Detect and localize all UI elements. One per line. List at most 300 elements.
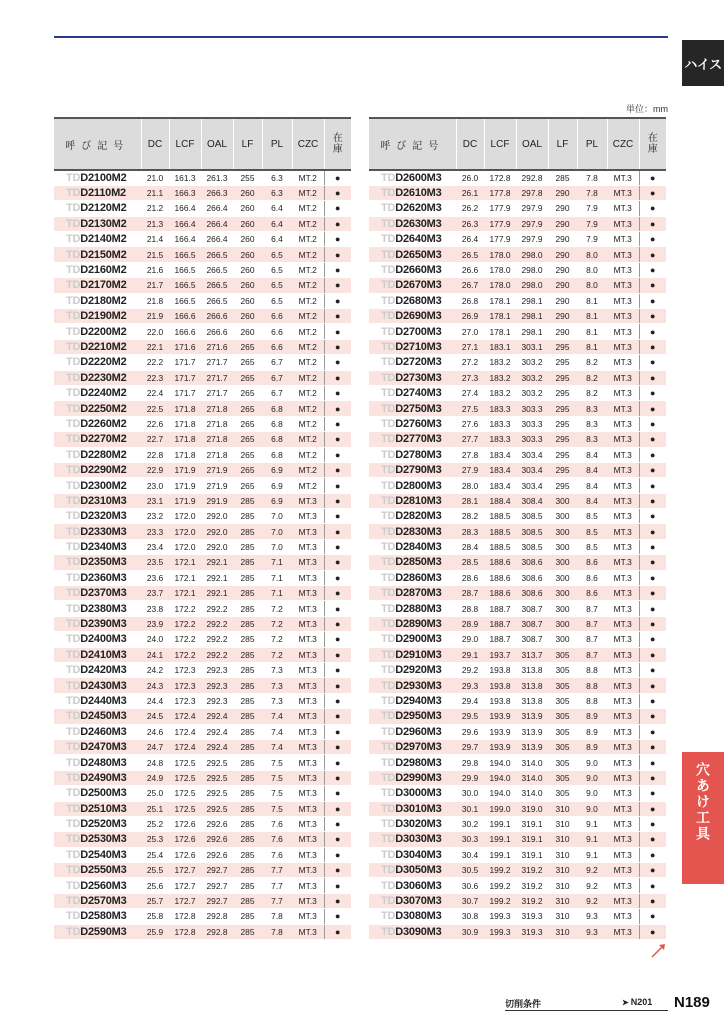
code-suffix: D3010M3	[395, 802, 442, 815]
cell-lcf: 183.1	[484, 339, 516, 354]
cell-lf: 265	[233, 355, 262, 370]
code-suffix: D2480M3	[80, 756, 127, 769]
table-row	[54, 801, 351, 816]
table-row	[369, 555, 666, 570]
cell-dc: 22.7	[141, 432, 169, 447]
cell-lf: 265	[233, 370, 262, 385]
stock-dot-icon: ●	[324, 678, 351, 693]
cell-code	[369, 416, 456, 431]
cell-oal: 313.9	[516, 709, 548, 724]
cell-oal: 292.6	[201, 832, 233, 847]
stock-dot-icon: ●	[639, 247, 666, 262]
cell-dc: 25.5	[141, 863, 169, 878]
cell-czc: MT.3	[607, 555, 639, 570]
code-prefix: TD	[66, 294, 81, 307]
cell-czc: MT.3	[292, 555, 324, 570]
stock-dot-icon: ●	[639, 416, 666, 431]
cell-pl: 8.7	[577, 647, 607, 662]
cell-czc: MT.3	[607, 893, 639, 908]
cell-lf: 300	[548, 524, 577, 539]
code-prefix: TD	[381, 340, 396, 353]
cell-code	[369, 724, 456, 739]
cell-pl: 8.7	[577, 632, 607, 647]
cell-pl: 6.7	[262, 385, 292, 400]
stock-dot-icon: ●	[324, 339, 351, 354]
cell-oal: 319.1	[516, 832, 548, 847]
cell-pl: 8.8	[577, 663, 607, 678]
cell-dc: 28.9	[456, 616, 484, 631]
table-row	[54, 478, 351, 493]
cell-oal: 308.6	[516, 586, 548, 601]
cell-dc: 23.5	[141, 555, 169, 570]
cell-code	[369, 324, 456, 339]
table-row	[54, 863, 351, 878]
code-prefix: TD	[381, 171, 396, 184]
cell-dc: 22.1	[141, 339, 169, 354]
cell-pl: 7.3	[262, 678, 292, 693]
cell-dc: 23.2	[141, 509, 169, 524]
code-prefix: TD	[66, 387, 81, 400]
table-row	[369, 863, 666, 878]
stock-dot-icon: ●	[324, 216, 351, 231]
cell-dc: 28.0	[456, 478, 484, 493]
cell-pl: 7.9	[577, 232, 607, 247]
cell-lf: 305	[548, 739, 577, 754]
table-row	[54, 570, 351, 585]
cell-code	[369, 693, 456, 708]
code-prefix: TD	[381, 925, 396, 938]
cell-pl: 7.4	[262, 709, 292, 724]
cell-czc: MT.3	[292, 755, 324, 770]
cell-pl: 6.7	[262, 355, 292, 370]
cell-lcf: 172.1	[169, 570, 201, 585]
cell-lf: 285	[233, 739, 262, 754]
cell-lf: 285	[233, 801, 262, 816]
header-lf: LF	[548, 118, 577, 170]
cutting-conditions-link[interactable]	[622, 997, 652, 1007]
cell-dc: 24.5	[141, 709, 169, 724]
code-prefix: TD	[381, 710, 396, 723]
cell-code	[369, 232, 456, 247]
table-row	[369, 755, 666, 770]
cell-code	[54, 893, 141, 908]
code-suffix: D2970M3	[395, 741, 442, 754]
cell-code	[369, 647, 456, 662]
code-prefix: TD	[381, 479, 396, 492]
cell-dc: 26.1	[456, 185, 484, 200]
cell-czc: MT.2	[292, 247, 324, 262]
cell-lf: 305	[548, 709, 577, 724]
cell-czc: MT.3	[292, 786, 324, 801]
cell-pl: 6.5	[262, 247, 292, 262]
table-row	[54, 678, 351, 693]
cell-code	[369, 616, 456, 631]
cell-oal: 303.3	[516, 432, 548, 447]
stock-dot-icon: ●	[324, 278, 351, 293]
cell-czc: MT.3	[607, 309, 639, 324]
cell-code	[54, 801, 141, 816]
cell-czc: MT.3	[607, 339, 639, 354]
cell-czc: MT.3	[607, 755, 639, 770]
table-row	[369, 709, 666, 724]
cell-czc: MT.3	[292, 647, 324, 662]
code-prefix: TD	[381, 494, 396, 507]
stock-dot-icon: ●	[324, 324, 351, 339]
cell-lcf: 172.5	[169, 786, 201, 801]
table-row	[369, 247, 666, 262]
section-tab-drilling-tools[interactable]	[682, 752, 724, 884]
cell-czc: MT.3	[607, 401, 639, 416]
code-suffix: D2180M2	[80, 294, 127, 307]
table-row	[369, 570, 666, 585]
cell-code	[54, 924, 141, 939]
code-suffix: D2810M3	[395, 494, 442, 507]
cell-czc: MT.2	[292, 339, 324, 354]
cell-czc: MT.3	[292, 693, 324, 708]
stock-dot-icon: ●	[324, 755, 351, 770]
cell-lf: 295	[548, 355, 577, 370]
cell-dc: 21.2	[141, 201, 169, 216]
cell-oal: 292.7	[201, 893, 233, 908]
cell-czc: MT.2	[292, 293, 324, 308]
code-prefix: TD	[381, 818, 396, 831]
code-prefix: TD	[381, 510, 396, 523]
cell-lf: 300	[548, 601, 577, 616]
table-row	[54, 216, 351, 231]
cell-dc: 22.6	[141, 416, 169, 431]
cell-code	[369, 170, 456, 185]
code-prefix: TD	[381, 202, 396, 215]
cell-lcf: 188.5	[484, 524, 516, 539]
stock-dot-icon: ●	[639, 447, 666, 462]
code-prefix: TD	[381, 217, 396, 230]
cell-dc: 30.5	[456, 863, 484, 878]
cell-lcf: 199.3	[484, 924, 516, 939]
code-prefix: TD	[381, 802, 396, 815]
stock-dot-icon: ●	[324, 232, 351, 247]
cell-oal: 292.5	[201, 770, 233, 785]
cell-code	[54, 724, 141, 739]
cell-lcf: 171.8	[169, 416, 201, 431]
cell-lf: 285	[233, 493, 262, 508]
cell-lf: 285	[233, 509, 262, 524]
cell-pl: 8.6	[577, 570, 607, 585]
table-row	[54, 416, 351, 431]
cell-pl: 7.8	[262, 909, 292, 924]
cell-czc: MT.3	[607, 293, 639, 308]
cell-code	[54, 878, 141, 893]
cell-czc: MT.2	[292, 185, 324, 200]
cell-code	[54, 185, 141, 200]
cell-pl: 8.4	[577, 493, 607, 508]
cell-lcf: 183.4	[484, 462, 516, 477]
cell-lf: 305	[548, 647, 577, 662]
cell-lf: 285	[233, 709, 262, 724]
cell-lf: 285	[233, 632, 262, 647]
cell-dc: 21.6	[141, 262, 169, 277]
cell-code	[369, 663, 456, 678]
cell-oal: 292.3	[201, 678, 233, 693]
cell-pl: 7.7	[262, 878, 292, 893]
cell-pl: 7.5	[262, 755, 292, 770]
code-prefix: TD	[66, 402, 81, 415]
cell-code	[369, 878, 456, 893]
cell-oal: 298.1	[516, 293, 548, 308]
stock-dot-icon: ●	[639, 847, 666, 862]
stock-dot-icon: ●	[639, 878, 666, 893]
cell-pl: 7.8	[577, 170, 607, 185]
cell-oal: 298.1	[516, 309, 548, 324]
cell-code	[54, 570, 141, 585]
code-prefix: TD	[381, 294, 396, 307]
code-suffix: D2960M3	[395, 725, 442, 738]
cell-lf: 295	[548, 432, 577, 447]
cell-lcf: 193.9	[484, 739, 516, 754]
cell-code	[54, 647, 141, 662]
cell-dc: 25.9	[141, 924, 169, 939]
cell-code	[54, 663, 141, 678]
cell-oal: 308.5	[516, 524, 548, 539]
cell-lcf: 178.0	[484, 262, 516, 277]
cell-dc: 24.9	[141, 770, 169, 785]
code-suffix: D2650M3	[395, 248, 442, 261]
cell-lf: 290	[548, 293, 577, 308]
code-prefix: TD	[66, 248, 81, 261]
code-prefix: TD	[66, 233, 81, 246]
cell-lcf: 171.7	[169, 370, 201, 385]
cell-lcf: 172.5	[169, 770, 201, 785]
cell-oal: 292.4	[201, 709, 233, 724]
code-suffix: D2380M3	[80, 602, 127, 615]
cell-dc: 24.2	[141, 663, 169, 678]
cell-lcf: 177.9	[484, 232, 516, 247]
code-prefix: TD	[381, 864, 396, 877]
cell-dc: 29.3	[456, 678, 484, 693]
cell-lf: 310	[548, 893, 577, 908]
header-dc: DC	[456, 118, 484, 170]
table-row	[369, 370, 666, 385]
cell-oal: 266.5	[201, 293, 233, 308]
code-suffix: D2450M3	[80, 710, 127, 723]
cell-lcf: 171.9	[169, 478, 201, 493]
cell-lf: 265	[233, 401, 262, 416]
cell-pl: 8.5	[577, 524, 607, 539]
cell-lf: 285	[233, 786, 262, 801]
page-number: N189	[674, 994, 710, 1011]
cell-pl: 7.8	[262, 924, 292, 939]
stock-dot-icon: ●	[324, 293, 351, 308]
cell-oal: 298.1	[516, 324, 548, 339]
cell-oal: 313.9	[516, 739, 548, 754]
table-row	[369, 216, 666, 231]
cell-lcf: 188.6	[484, 586, 516, 601]
code-suffix: D3050M3	[395, 864, 442, 877]
cell-code	[54, 586, 141, 601]
cell-oal: 303.4	[516, 447, 548, 462]
cell-oal: 292.2	[201, 601, 233, 616]
cell-oal: 292.4	[201, 739, 233, 754]
cell-code	[369, 493, 456, 508]
cell-code	[54, 385, 141, 400]
code-suffix: D2350M3	[80, 556, 127, 569]
stock-dot-icon: ●	[639, 739, 666, 754]
cell-code	[54, 401, 141, 416]
cell-code	[369, 863, 456, 878]
cell-czc: MT.3	[607, 478, 639, 493]
cell-dc: 30.8	[456, 909, 484, 924]
stock-dot-icon: ●	[324, 801, 351, 816]
cell-code	[369, 801, 456, 816]
stock-dot-icon: ●	[324, 555, 351, 570]
code-suffix: D2300M2	[80, 479, 127, 492]
category-tab: ハイス	[682, 40, 724, 86]
code-suffix: D2190M2	[80, 310, 127, 323]
code-suffix: D2160M2	[80, 264, 127, 277]
code-prefix: TD	[66, 279, 81, 292]
code-prefix: TD	[66, 571, 81, 584]
cell-lcf: 172.1	[169, 555, 201, 570]
cell-lcf: 188.5	[484, 509, 516, 524]
stock-dot-icon: ●	[639, 539, 666, 554]
cell-dc: 23.7	[141, 586, 169, 601]
cell-lf: 265	[233, 478, 262, 493]
cell-pl: 8.0	[577, 278, 607, 293]
cell-dc: 26.5	[456, 247, 484, 262]
cell-czc: MT.2	[292, 432, 324, 447]
cell-pl: 9.0	[577, 801, 607, 816]
cell-lcf: 178.1	[484, 324, 516, 339]
stock-dot-icon: ●	[324, 632, 351, 647]
stock-dot-icon: ●	[639, 616, 666, 631]
cell-code	[54, 293, 141, 308]
cell-oal: 271.8	[201, 447, 233, 462]
cell-pl: 7.7	[262, 863, 292, 878]
code-suffix: D2360M3	[80, 571, 127, 584]
cell-oal: 266.4	[201, 201, 233, 216]
cell-pl: 6.4	[262, 201, 292, 216]
code-suffix: D2870M3	[395, 587, 442, 600]
cell-lcf: 188.4	[484, 493, 516, 508]
cell-lf: 310	[548, 909, 577, 924]
code-suffix: D3060M3	[395, 879, 442, 892]
cell-dc: 23.4	[141, 539, 169, 554]
code-suffix: D2110M2	[80, 187, 126, 200]
cell-lf: 295	[548, 401, 577, 416]
cell-dc: 21.3	[141, 216, 169, 231]
cell-lcf: 199.0	[484, 801, 516, 816]
code-suffix: D2240M2	[80, 387, 127, 400]
table-row	[369, 632, 666, 647]
code-suffix: D2790M3	[395, 464, 442, 477]
cell-oal: 319.3	[516, 909, 548, 924]
cell-lf: 285	[233, 816, 262, 831]
cell-lcf: 199.2	[484, 863, 516, 878]
cell-code	[54, 786, 141, 801]
cell-czc: MT.3	[292, 493, 324, 508]
cell-oal: 292.1	[201, 570, 233, 585]
stock-dot-icon: ●	[324, 893, 351, 908]
cell-lcf: 172.0	[169, 524, 201, 539]
table-row	[369, 586, 666, 601]
cell-lf: 310	[548, 878, 577, 893]
stock-dot-icon: ●	[324, 647, 351, 662]
cell-dc: 30.7	[456, 893, 484, 908]
table-row	[54, 632, 351, 647]
cell-oal: 308.5	[516, 539, 548, 554]
code-suffix: D2770M3	[395, 433, 442, 446]
cell-dc: 25.0	[141, 786, 169, 801]
cell-dc: 22.9	[141, 462, 169, 477]
code-prefix: TD	[381, 602, 396, 615]
cell-dc: 22.3	[141, 370, 169, 385]
cell-oal: 314.0	[516, 770, 548, 785]
cell-dc: 26.6	[456, 262, 484, 277]
cell-lf: 285	[233, 770, 262, 785]
code-suffix: D2880M3	[395, 602, 442, 615]
code-suffix: D2690M3	[395, 310, 442, 323]
code-prefix: TD	[66, 787, 81, 800]
cell-code	[54, 355, 141, 370]
code-prefix: TD	[66, 833, 81, 846]
cell-lcf: 188.7	[484, 601, 516, 616]
cell-oal: 292.1	[201, 586, 233, 601]
code-prefix: TD	[66, 187, 81, 200]
cell-code	[369, 401, 456, 416]
cell-pl: 8.0	[577, 262, 607, 277]
cell-dc: 22.0	[141, 324, 169, 339]
cell-lf: 300	[548, 555, 577, 570]
cell-czc: MT.2	[292, 401, 324, 416]
cell-dc: 28.2	[456, 509, 484, 524]
cell-pl: 8.8	[577, 678, 607, 693]
cell-lcf: 166.4	[169, 232, 201, 247]
cell-dc: 27.1	[456, 339, 484, 354]
cell-oal: 313.7	[516, 647, 548, 662]
code-prefix: TD	[66, 202, 81, 215]
code-suffix: D2220M2	[80, 356, 127, 369]
stock-dot-icon: ●	[639, 278, 666, 293]
cell-code	[54, 601, 141, 616]
cell-oal: 292.3	[201, 663, 233, 678]
header-oal: OAL	[516, 118, 548, 170]
code-suffix: D2530M3	[80, 833, 127, 846]
cell-oal: 319.0	[516, 801, 548, 816]
cell-code	[54, 555, 141, 570]
cell-czc: MT.3	[607, 801, 639, 816]
cell-oal: 319.1	[516, 847, 548, 862]
cell-lf: 310	[548, 801, 577, 816]
cell-lf: 260	[233, 324, 262, 339]
cell-pl: 8.4	[577, 478, 607, 493]
code-prefix: TD	[381, 525, 396, 538]
cell-pl: 7.5	[262, 786, 292, 801]
code-suffix: D3040M3	[395, 848, 442, 861]
cell-dc: 30.2	[456, 816, 484, 831]
cell-lcf: 194.0	[484, 770, 516, 785]
cell-lcf: 172.7	[169, 878, 201, 893]
stock-dot-icon: ●	[639, 509, 666, 524]
cell-czc: MT.3	[607, 909, 639, 924]
cell-dc: 26.0	[456, 170, 484, 185]
cell-pl: 8.0	[577, 247, 607, 262]
table-row	[369, 847, 666, 862]
table-row	[369, 539, 666, 554]
cell-lf: 300	[548, 616, 577, 631]
cell-lf: 300	[548, 509, 577, 524]
cell-lf: 295	[548, 478, 577, 493]
code-prefix: TD	[66, 741, 81, 754]
cell-code	[369, 586, 456, 601]
